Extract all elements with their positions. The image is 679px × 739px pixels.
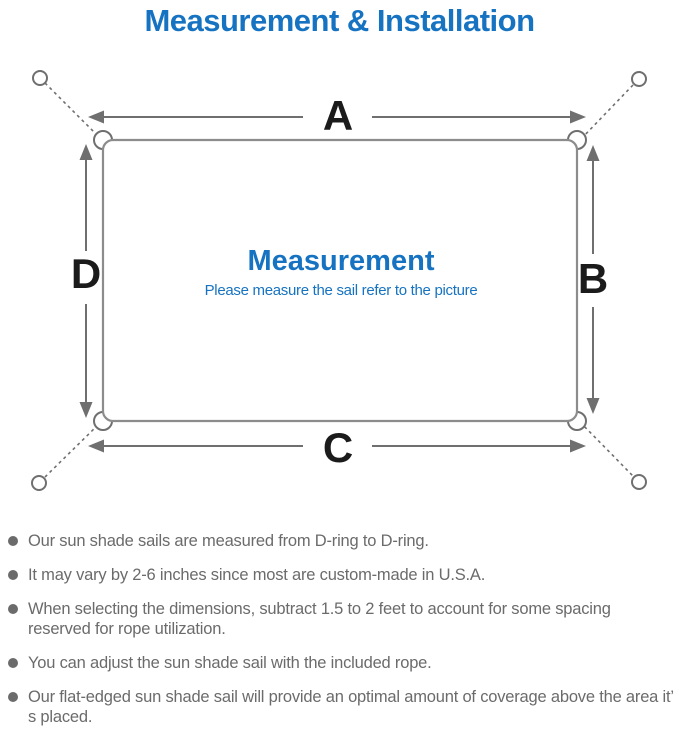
anchor-point-icon	[33, 71, 47, 85]
arrowhead-up-icon	[80, 144, 93, 160]
measurement-diagram	[0, 55, 679, 515]
anchor-point-icon	[632, 72, 646, 86]
arrowhead-left-icon	[88, 111, 104, 124]
diagram-center-title: Measurement	[247, 245, 435, 277]
dimension-label-b: B	[577, 255, 609, 302]
note-text: Our flat-edged sun shade sail will provide an optimal amount of coverage above the area it’ s placed.	[28, 688, 674, 726]
bullet-icon	[8, 570, 18, 580]
arrowhead-left-icon	[88, 440, 104, 453]
dimension-label-c: C	[322, 424, 354, 471]
note-text: It may vary by 2-6 inches since most are custom-made in U.S.A.	[28, 566, 486, 584]
rope-line	[45, 83, 100, 138]
bullet-icon	[8, 604, 18, 614]
note-text: You can adjust the sun shade sail with the included rope.	[28, 654, 432, 672]
arrowhead-up-icon	[587, 145, 600, 161]
arrowhead-right-icon	[570, 111, 586, 124]
dimension-label-a: A	[322, 92, 354, 139]
rope-line	[45, 423, 100, 477]
list-item	[8, 687, 675, 727]
dimension-label-d: D	[70, 250, 102, 297]
sail-outline	[103, 140, 577, 421]
arrowhead-down-icon	[80, 402, 93, 418]
note-text: Our sun shade sails are measured from D-ring to D-ring.	[28, 532, 429, 550]
rope-line	[581, 85, 633, 139]
bullet-icon	[8, 658, 18, 668]
arrowhead-down-icon	[587, 398, 600, 414]
bullet-icon	[8, 692, 18, 702]
page-title: Measurement & Installation	[144, 3, 535, 38]
list-item	[8, 565, 675, 585]
rope-line	[580, 422, 633, 476]
anchor-point-icon	[632, 475, 646, 489]
list-item	[8, 531, 675, 551]
note-text: When selecting the dimensions, subtract 1.5 to 2 feet to account for some spacing reserved for rope utilization.	[28, 600, 611, 638]
anchor-point-icon	[32, 476, 46, 490]
arrowhead-right-icon	[570, 440, 586, 453]
list-item	[8, 653, 675, 673]
notes-list	[8, 531, 675, 739]
list-item	[8, 599, 675, 639]
bullet-icon	[8, 536, 18, 546]
diagram-center-subtitle: Please measure the sail refer to the picture	[204, 282, 478, 299]
